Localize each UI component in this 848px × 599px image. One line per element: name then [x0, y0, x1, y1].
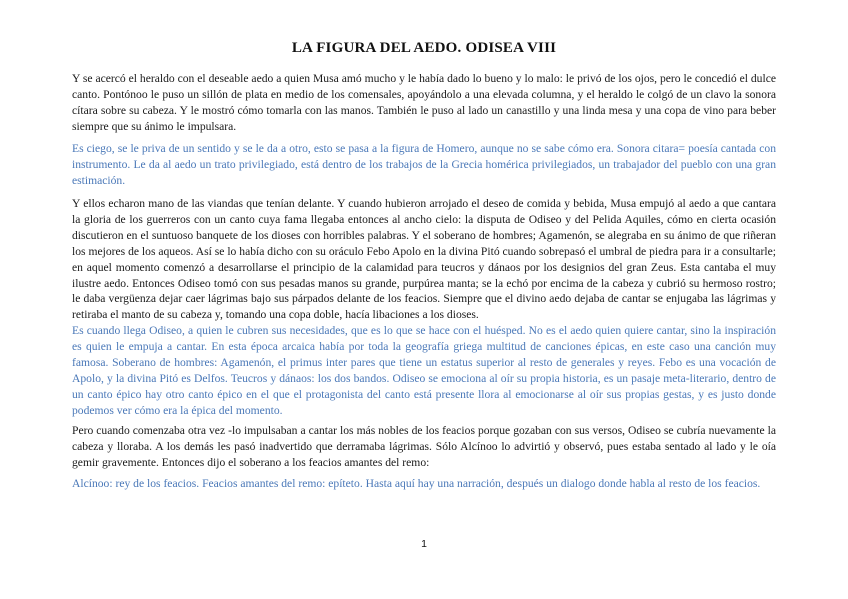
page-title: LA FIGURA DEL AEDO. ODISEA VIII	[291, 40, 557, 56]
text-paragraph: Y se acercó el heraldo con el deseable aedo a quien Musa amó mucho y le había dado lo bueno y lo malo: le privó de los ojos, pero le concedió el dulce canto. Pontónoo le puso un sillón de plata en medio de los comensales, apoyándolo a una elevada columna, y el heraldo le colgó de un clavo la sonora cítara sobre su cabeza. Y le mostró cómo tomarla con las manos. También le puso al lado un canastillo y una linda mesa y una copa de vino para beber siempre que su ánimo le impulsara.	[72, 72, 776, 133]
commentary-paragraph: Es cuando llega Odiseo, a quien le cubren sus necesidades, que es lo que se hace con el huésped. No es el aedo quien quiere cantar, sino la inspiración es quien le empuja a cantar. En esta época arcaica había por toda la geografía griega multitud de canciones épicas, en este caso una canción muy famosa. Soberano de hombres: Agamenón, el primus inter pares que tiene un estatus superior al resto de generales y reyes. Febo es una vocación de Apolo, y la divina Pitó es Delfos. Teucros y dánaos: los dos bandos. Odiseo se emociona al oír su propia historia, es un pasaje meta-literario, dentro de un canto épico hay otro canto épico en el que el protagonista del canto está presente llora al emocionarse al oír sus propias gestas, y es justo donde podemos ver cómo era la épica del momento.	[72, 324, 776, 417]
commentary-paragraph: Alcínoo: rey de los feacios. Feacios amantes del remo: epíteto. Hasta aquí hay una narración, después un dialogo donde habla al resto de los feacios.	[72, 477, 761, 490]
text-paragraph: Y ellos echaron mano de las viandas que tenían delante. Y cuando hubieron arrojado el deseo de comida y bebida, Musa empujó al aedo a que cantara la gloria de los guerreros con un canto cuya fama llegaba entonces al ancho cielo: la disputa de Odiseo y del Pelida Aquiles, cómo en cierta ocasión discutieron en el suntuoso banquete de los dioses con horribles palabras. Y el soberano de hombres; Agamenón, se alegraba en su ánimo de que riñeran los mejores de los aqueos. Así se lo había dicho con su oráculo Febo Apolo en la divina Pitó cuando sobrepasó el umbral de piedra para ir a consultarle; en aquel momento comenzó a desarrollarse el principio de la calamidad para teucros y dánaos por los designios del gran Zeus. Esta cantaba el muy ilustre aedo. Entonces Odiseo tomó con sus pesadas manos su grande, purpúrea manta; se la echó por encima de la cabeza y cubrió su hermoso rostro; le daba vergüenza dejar caer lágrimas bajo sus párpados delante de los feacios. Siempre que el divino aedo dejaba de cantar se enjugaba las lágrimas y retiraba el manto de su cabeza y, tomando una copa doble, hacía libaciones a los dioses.	[72, 197, 776, 322]
commentary-paragraph: Es ciego, se le priva de un sentido y se le da a otro, esto se pasa a la figura de Homero, aunque no se sabe cómo era. Sonora citara= poesía cantada con instrumento. Le da al aedo un trato privilegiado, está dentro de los trabajos de la Grecia homérica privilegiados, un trabajador del pueblo con una gran estimación.	[72, 142, 776, 187]
text-paragraph: Pero cuando comenzaba otra vez -lo impulsaban a cantar los más nobles de los feacios porque gozaban con sus versos, Odiseo se cubría nuevamente la cabeza y lloraba. A los demás les pasó inadvertido que derramaba lágrimas. Sólo Alcínoo lo advirtió y observó, pues estaba sentado al lado y le oía gemir gravemente. Entonces dijo el soberano a los feacios amantes del remo:	[72, 424, 776, 469]
page-number: 1	[421, 538, 427, 550]
